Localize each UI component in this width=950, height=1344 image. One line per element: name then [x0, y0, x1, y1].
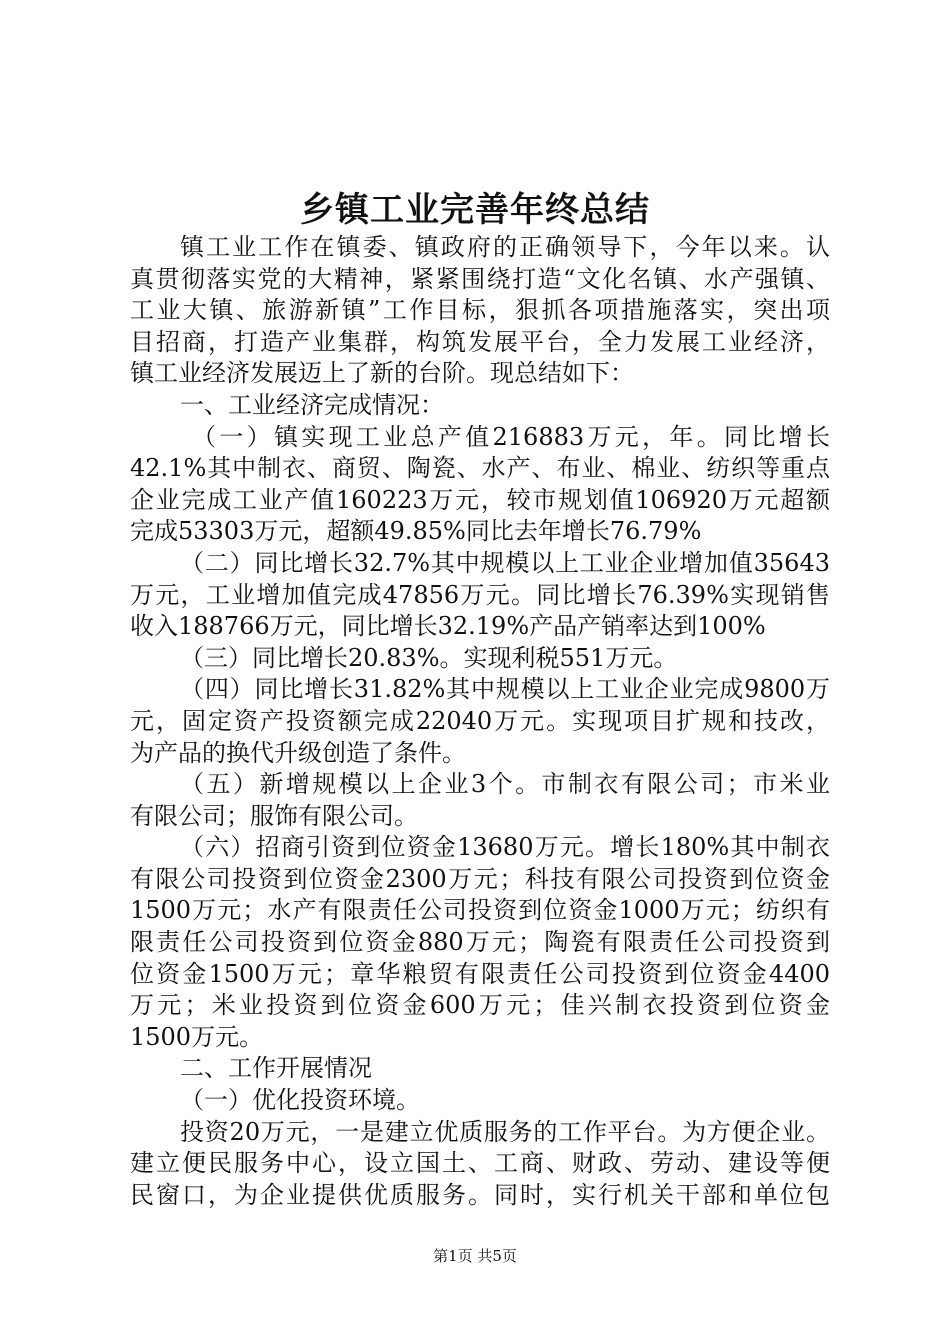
- text-line: 建立便民服务中心，设立国土、工商、财政、劳动、建设等便: [130, 1149, 830, 1178]
- text-line: （四）同比增长31.82%其中规模以上工业企业完成9800万: [180, 675, 830, 704]
- text-line: （五）新增规模以上企业3个。市制衣有限公司；市米业: [180, 770, 830, 799]
- text-line: 真贯彻落实党的大精神，紧紧围绕打造“文化名镇、水产强镇、: [130, 264, 830, 293]
- text-line: 1500万元。: [130, 1022, 264, 1051]
- document-title: 乡镇工业完善年终总结: [300, 190, 650, 230]
- text-line: 万元，工业增加值完成47856万元。同比增长76.39%实现销售: [130, 580, 830, 609]
- text-line: 位资金1500万元；章华粮贸有限责任公司投资到位资金4400: [130, 959, 830, 988]
- section-heading: 二、工作开展情况: [180, 1054, 372, 1083]
- text-line: 收入188766万元，同比增长32.19%产品产销率达到100%: [130, 612, 766, 641]
- text-line: 有限公司投资到位资金2300万元；科技有限公司投资到位资金: [130, 864, 830, 893]
- text-line: 为产品的换代升级创造了条件。: [130, 738, 466, 767]
- text-line: 目招商，打造产业集群，构筑发展平台，全力发展工业经济，: [130, 327, 830, 356]
- text-line: （六）招商引资到位资金13680万元。增长180%其中制衣: [180, 833, 830, 862]
- text-line: 元，固定资产投资额完成22040万元。实现项目扩规和技改，: [130, 706, 830, 735]
- document-body: [130, 232, 830, 1211]
- text-line: 1500万元；水产有限责任公司投资到位资金1000万元；纺织有: [130, 896, 830, 925]
- text-line: 民窗口，为企业提供优质服务。同时，实行机关干部和单位包: [130, 1180, 830, 1209]
- text-line: （二）同比增长32.7%其中规模以上工业企业增加值35643: [180, 548, 830, 577]
- text-line: 企业完成工业产值160223万元，较市规划值106920万元超额: [130, 485, 830, 514]
- text-line: 限责任公司投资到位资金880万元；陶瓷有限责任公司投资到: [130, 928, 830, 957]
- text-line: 42.1%其中制衣、商贸、陶瓷、水产、布业、棉业、纺织等重点: [130, 454, 830, 483]
- text-line: 投资20万元，一是建立优质服务的工作平台。为方便企业。: [180, 1117, 830, 1146]
- text-line: （一）镇实现工业总产值216883万元，年。同比增长: [192, 422, 830, 451]
- text-line: 镇工业工作在镇委、镇政府的正确领导下，今年以来。认: [180, 233, 830, 261]
- section-heading: 一、工业经济完成情况：: [180, 390, 444, 419]
- text-line: 工业大镇、旅游新镇”工作目标，狠抓各项措施落实，突出项: [130, 296, 830, 325]
- text-line: 镇工业经济发展迈上了新的台阶。现总结如下：: [130, 359, 634, 388]
- text-line: 有限公司；服饰有限公司。: [130, 801, 418, 830]
- text-line: 万元；米业投资到位资金600万元；佳兴制衣投资到位资金: [130, 991, 830, 1020]
- page-number-footer: 第1页 共5页: [433, 1247, 517, 1265]
- subsection-heading: （一）优化投资环境。: [180, 1086, 420, 1115]
- text-line: （三）同比增长20.83%。实现利税551万元。: [180, 643, 678, 672]
- text-line: 完成53303万元，超额49.85%同比去年增长76.79%: [130, 517, 702, 546]
